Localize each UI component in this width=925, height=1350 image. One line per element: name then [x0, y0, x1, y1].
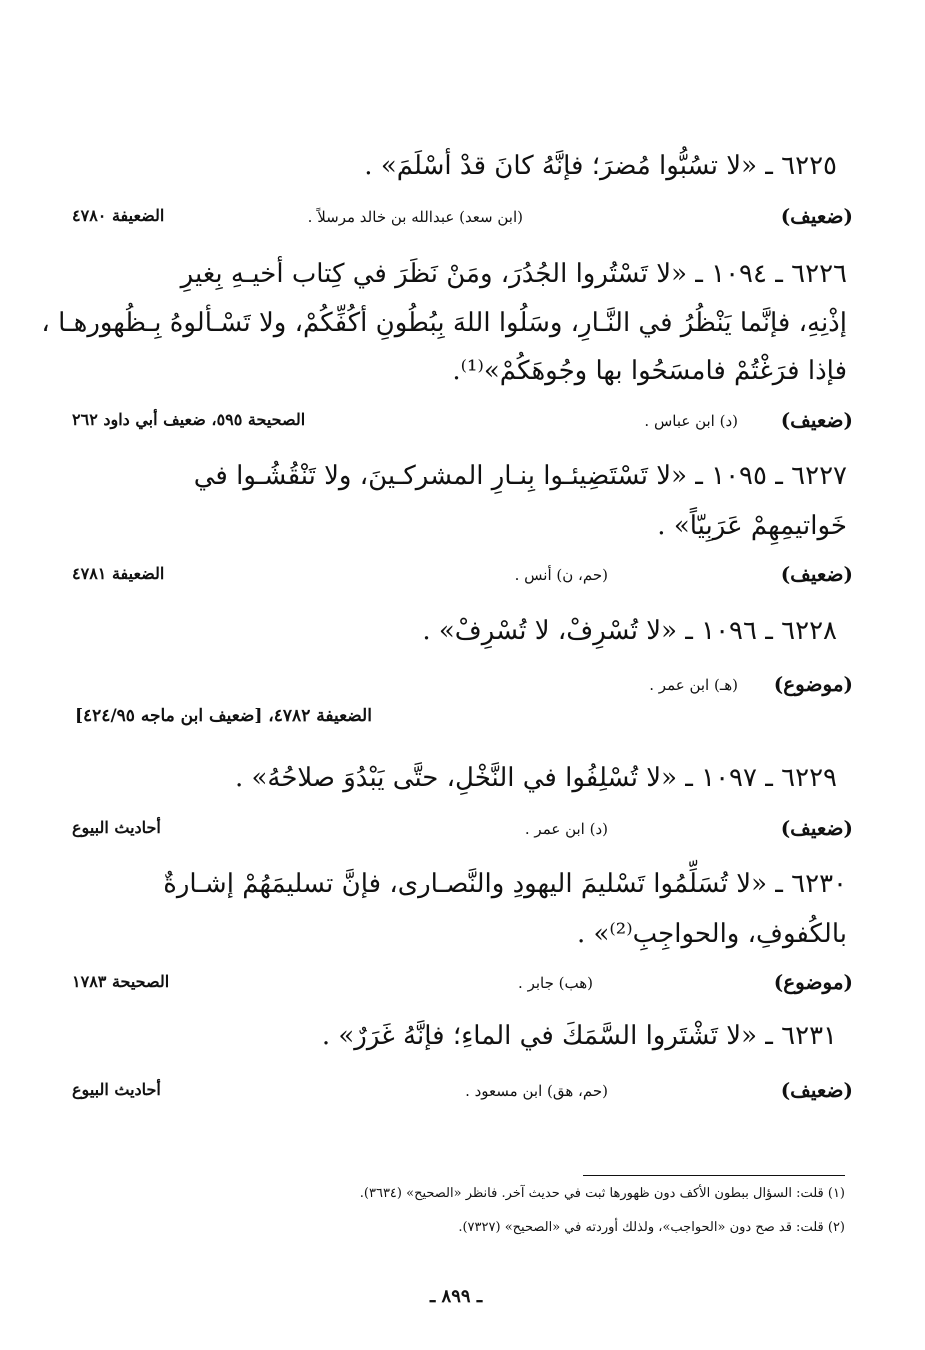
grade-label: (ضعيف): [780, 204, 853, 228]
hadith-6229-line-1: ٦٢٢٩ ـ ١٠٩٧ ـ «لا تُسْلِفُوا في النَّخْلِ، حتَّى يَبْدُوَ صلاحُهُ» .: [234, 763, 837, 793]
hadith-6230-meta: [72, 970, 853, 1004]
hadith-6227-line-1: ٦٢٢٧ ـ ١٠٩٥ ـ «لا تَسْتَضِيئـوا بِنـارِ المشركـينَ، ولا تَنْقُشُـوا في: [193, 461, 847, 491]
footnote-divider: [583, 1175, 845, 1176]
reference-text: الضعيفة ٤٧٨١: [72, 564, 165, 583]
grade-label: (موضوع): [773, 970, 853, 994]
hadith-6228-line-1: ٦٢٢٨ ـ ١٠٩٦ ـ «لا تُسْرِفْ، لا تُسْرِفْ» .: [422, 616, 837, 646]
reference-text: الصحيحة ٥٩٥، ضعيف أبي داود ٢٦٢: [72, 410, 306, 429]
hadith-6228-meta: [72, 672, 853, 706]
grade-label: (موضوع): [773, 672, 853, 696]
reference-text: الصحيحة ١٧٨٣: [72, 972, 170, 991]
source-text: (ابن سعد) عبدالله بن خالد مرسلاً .: [307, 208, 523, 226]
source-text: (هب) جابر .: [518, 974, 593, 992]
source-text: (هـ) ابن عمر .: [649, 676, 738, 694]
reference-text: الضعيفة ٤٧٨٠: [72, 206, 165, 225]
grade-label: (ضعيف): [780, 816, 853, 840]
reference-text: أحاديث البيوع: [72, 818, 161, 837]
hadith-6227-line-2: خَواتيمِهِمْ عَرَبِيّاً» .: [657, 511, 847, 541]
source-text: (د) ابن عمر .: [524, 820, 608, 838]
hadith-6226-line-2: إذْنِهِ، فإنَّما يَنْظُرُ في النَّـارِ، وسَلُوا اللهَ بِبُطُونِ أكُفِّكُمْ، ولا تَسْـألوهُ بِـظُهورهـا ،: [41, 308, 847, 338]
hadith-6230-line-1: ٦٢٣٠ ـ «لا تُسَلِّمُوا تَسْليمَ اليهودِ والنَّصـارى، فإنَّ تسليمَهُمْ إشـارةٌ: [163, 869, 847, 899]
hadith-6226-line-3: فإذا فرَغْتُمْ فامسَحُوا بها وجُوهَكُمْ»⁽¹⁾.: [452, 356, 847, 386]
hadith-6228-reference: الضعيفة ٤٧٨٢، [ضعيف ابن ماجه ٤٢٤/٩٥]: [75, 706, 372, 726]
source-text: (د) ابن عباس .: [644, 412, 738, 430]
hadith-6231-line-1: ٦٢٣١ ـ «لا تَشْتَروا السَّمَكَ في الماءِ؛ فإنَّهُ غَرَرٌ» .: [321, 1021, 837, 1051]
page-number: ـ ٨٩٩ ـ: [430, 1286, 483, 1307]
hadith-6225-line-1: ٦٢٢٥ ـ «لا تسُبُّوا مُضرَ؛ فإنَّهُ كانَ قدْ أسْلَمَ» .: [364, 151, 837, 181]
reference-text: أحاديث البيوع: [72, 1080, 161, 1099]
hadith-6227-meta: [72, 562, 853, 596]
grade-label: (ضعيف): [780, 1078, 853, 1102]
footnote-2: (٢) قلت: قد صح دون «الحواجب»، ولذلك أوردته في «الصحيح» (٧٣٢٧).: [458, 1220, 845, 1235]
hadith-6226-line-1: ٦٢٢٦ ـ ١٠٩٤ ـ «لا تَسْتُروا الجُدُرَ، ومَنْ نَظَرَ في كِتاب أخيـهِ بِغيرِ: [180, 259, 847, 289]
footnote-1: (١) قلت: السؤال ببطون الأكف دون ظهورها ثبت في حديث آخر. فانظر «الصحيح» (٣٦٣٤).: [359, 1186, 845, 1201]
hadith-6225-meta: [72, 204, 853, 238]
hadith-6230-line-2: بالكُفوفِ، والحواجِبِ⁽²⁾» .: [576, 919, 847, 949]
hadith-6226-meta: [72, 408, 853, 442]
hadith-6229-meta: [72, 816, 853, 850]
grade-label: (ضعيف): [780, 408, 853, 432]
grade-label: (ضعيف): [780, 562, 853, 586]
source-text: (حم، هق) ابن مسعود .: [465, 1082, 608, 1100]
hadith-6231-meta: [72, 1078, 853, 1112]
source-text: (حم، ن) أنس .: [514, 566, 608, 584]
